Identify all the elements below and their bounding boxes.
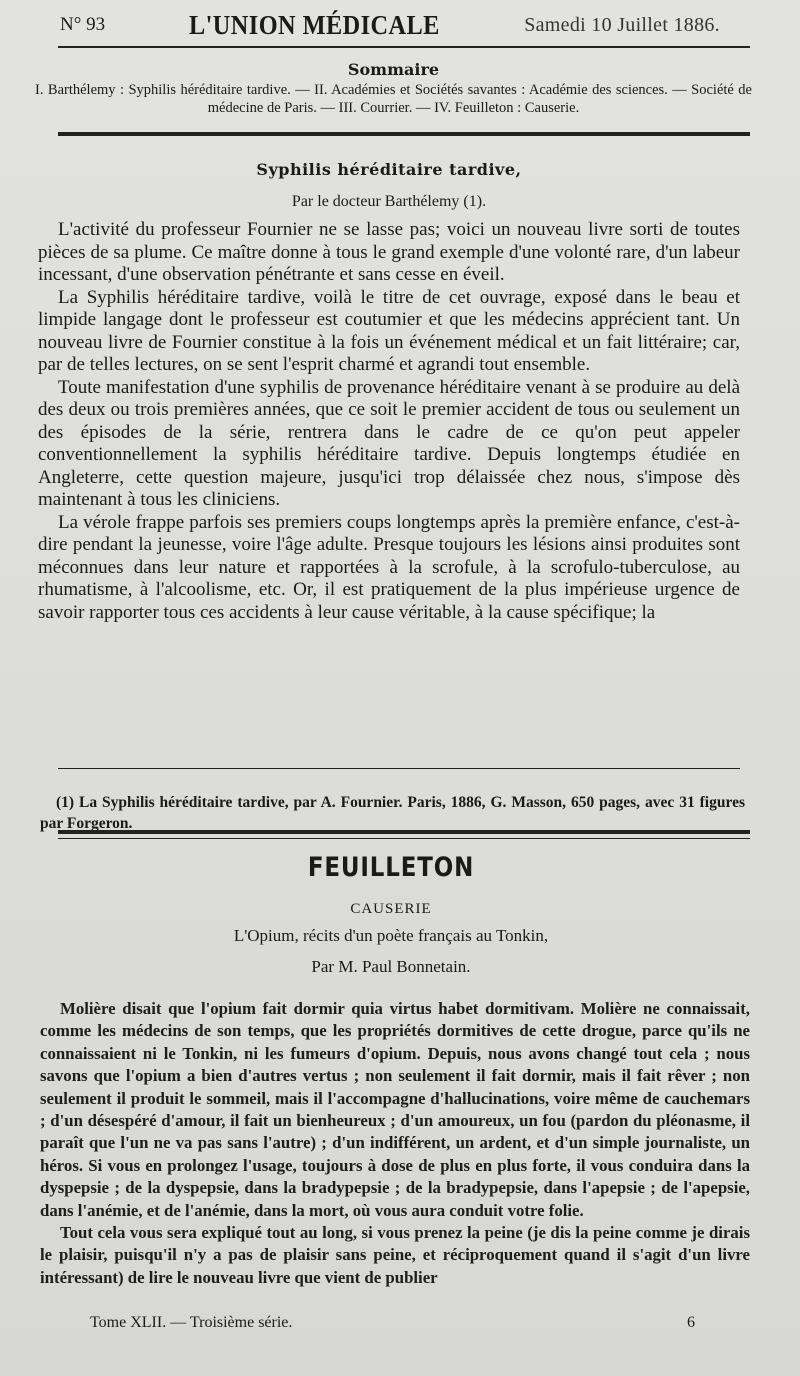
feuilleton-paragraph: Tout cela vous sera expliqué tout au long, si vous prenez la peine (je dis la peine comme je dirais le plaisir, puisqu'il n'y a pas de plaisir sans peine, et réciproquement quand il s'agit d'un livre intéressant) de lire le nouveau livre que vient de publier bbox=[40, 1223, 750, 1287]
feuilleton-byline: Par M. Paul Bonnetain. bbox=[311, 957, 471, 976]
masthead-rule bbox=[58, 46, 750, 48]
page-number: 6 bbox=[687, 1314, 695, 1331]
feuilleton-rule-top bbox=[58, 830, 750, 834]
article-paragraph: Toute manifestation d'une syphilis de provenance héréditaire venant à se produire au delà des deux ou trois premières années, que ce soit le premier accident de tous ou seulement un des épisodes de la série, rentrera dans le cadre de ce qu'on peut appeler conventionnellement la syphilis héréditaire tardive. Depuis longtemps étudiée en Angleterre, cette question majeure, jusqu'ici trop délaissée chez nous, s'impose dès maintenant à tous les cliniciens. bbox=[38, 376, 740, 510]
feuilleton-title: FEUILLETON bbox=[307, 852, 475, 883]
feuilleton-rule-bottom bbox=[58, 838, 750, 839]
article-paragraph: La Syphilis héréditaire tardive, voilà le titre de cet ouvrage, exposé dans le beau et limpide langage dont le professeur est coutumier et que les médecins apprécient tant. Un nouveau livre de Fournier constitue à la fois un événement médical et un fait littéraire; car, par de telles lectures, on se sent l'esprit charmé et agrandi tout ensemble. bbox=[38, 286, 740, 375]
page-footer bbox=[90, 1314, 695, 1332]
article-paragraph: L'activité du professeur Fournier ne se lasse pas; voici un nouveau livre sorti de toutes pièces de sa plume. Ce maître donne à tous le grand exemple d'une volonté rare, d'un labeur incessant, d'une observation pénétrante et sans cesse en éveil. bbox=[38, 219, 740, 285]
sommaire-title: Sommaire bbox=[347, 60, 440, 79]
sommaire-text: I. Barthélemy : Syphilis héréditaire tardive. — II. Académies et Sociétés savantes : Académie des sciences. — Société de médecine de Paris. — III. Courrier. — IV. Feuilleton : Causerie. bbox=[35, 82, 752, 116]
article-title: Syphilis héréditaire tardive, bbox=[256, 160, 522, 179]
issue-number: N° 93 bbox=[60, 14, 106, 35]
article-paragraph: La vérole frappe parfois ses premiers coups longtemps après la première enfance, c'est-à-dire pendant la jeunesse, voire l'âge adulte. Presque toujours les lésions ainsi produites sont méconnues dans leur nature et rapportées à la scrofule, à la scrofulo-tuberculose, au rhumatisme, à l'alcoolisme, etc. Or, il est pratiquement de la plus impérieuse urgence de savoir rapporter tous ces accidents à leur cause véritable, à la cause spécifique; la bbox=[38, 511, 740, 623]
article bbox=[38, 160, 740, 624]
journal-title: L'UNION MÉDICALE bbox=[189, 9, 441, 40]
volume-label: Tome XLII. — Troisième série. bbox=[90, 1314, 293, 1331]
footnote-rule bbox=[58, 768, 740, 769]
article-body bbox=[38, 219, 740, 624]
feuilleton-subtitle: L'Opium, récits d'un poète français au Tonkin, bbox=[233, 926, 549, 945]
table-of-contents bbox=[35, 60, 752, 117]
feuilleton-header bbox=[38, 852, 744, 977]
feuilleton-body bbox=[40, 998, 750, 1289]
feuilleton-paragraph: Molière disait que l'opium fait dormir quia virtus habet dormitivam. Molière ne connaissait, comme les médecins de son temps, que les propriétés dormitives de cette drogue, parce qu'ils ne connaissaient ni le Tonkin, ni les fumeurs d'opium. Depuis, nous avons changé tout cela ; nous savons que l'opium a bien d'autres vertus ; non seulement il fait dormir, mais il fait rêver ; non seulement il produit le sommeil, mais il l'accompagne d'hallucinations, voire même de cauchemars ; d'un désespéré d'amour, il fait un bienheureux ; d'un amoureux, un fou (pardon du pléonasme, il paraît que l'un ne va pas sans l'autre) ; d'un indifférent, un ardent, et d'un simple journaliste, un héros. Si vous en prolongez l'usage, toujours à dose de plus en plus forte, il vous conduira dans la dyspepsie ; de la dyspepsie, dans la bradypepsie ; de la bradypepsie, dans l'apepsie ; de l'apepsie, dans l'anémie, et de l'anémie, dans la mort, où vous aura conduit votre folie. bbox=[40, 999, 750, 1220]
feuilleton-section: CAUSERIE bbox=[350, 901, 432, 917]
article-author: Par le docteur Barthélemy (1). bbox=[291, 193, 487, 210]
masthead bbox=[60, 8, 720, 42]
issue-date: Samedi 10 Juillet 1886. bbox=[524, 13, 720, 36]
footnote: (1) La Syphilis héréditaire tardive, par A. Fournier. Paris, 1886, G. Masson, 650 pages, avec 31 figures par Forgeron. bbox=[40, 793, 745, 832]
sommaire-rule bbox=[58, 132, 750, 136]
